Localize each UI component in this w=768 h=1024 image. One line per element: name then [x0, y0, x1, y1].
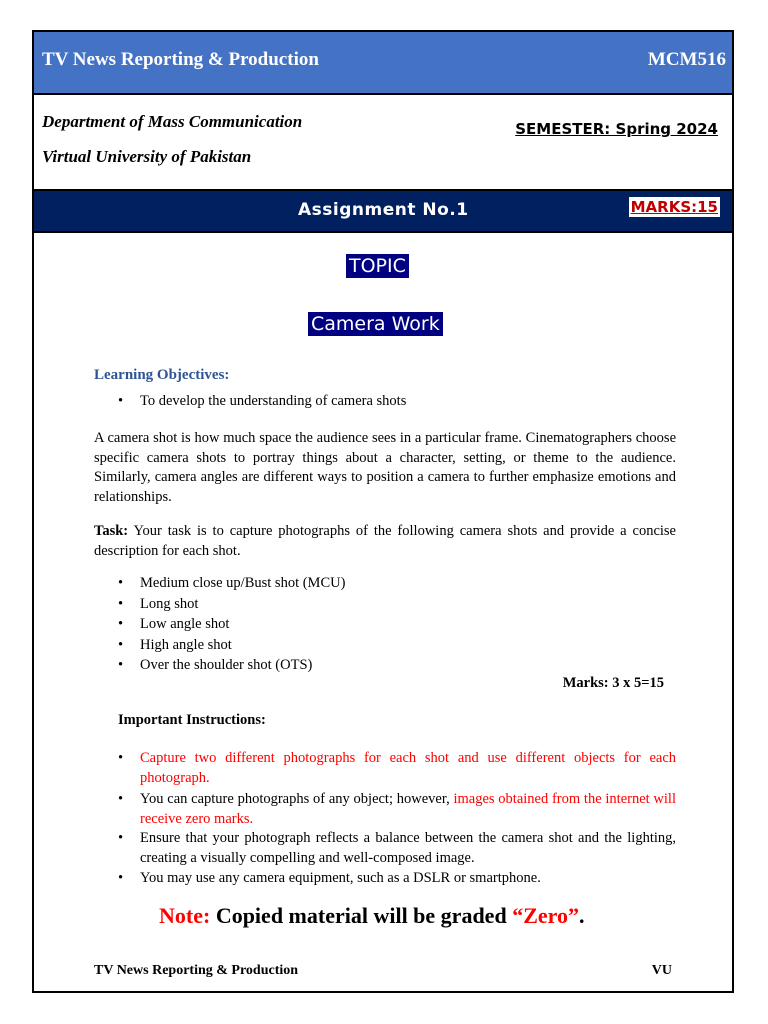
instruction-item: • You can capture photographs of any object; however, images obtained from the internet will receive zero marks.: [118, 791, 676, 827]
bullet-icon: •: [118, 830, 124, 846]
bullet-icon: •: [118, 393, 124, 409]
bullet-icon: •: [118, 596, 124, 612]
assignment-marks: MARKS:15: [630, 198, 718, 216]
course-title: TV News Reporting & Production: [42, 49, 319, 70]
instruction-item: • Ensure that your photograph reflects a balance between the camera shot and the lighting, creating a visually compelling and well-composed image.: [118, 830, 676, 866]
copy-note: Note: Copied material will be graded “Zero”.: [159, 903, 585, 928]
bullet-icon: •: [118, 657, 124, 673]
task-text: Your task is to capture photographs of the following camera shots and provide a concise description for each shot.: [94, 523, 676, 559]
objectives-heading: Learning Objectives:: [94, 367, 230, 383]
bullet-icon: •: [118, 870, 124, 886]
marks-breakdown: Marks: 3 x 5=15: [562, 675, 664, 691]
instructions-heading: Important Instructions:: [118, 712, 266, 728]
topic-label: TOPIC: [346, 254, 409, 278]
note-text: Copied material will be graded: [210, 903, 513, 928]
internet-warning: images obtained from the internet will receive zero marks.: [140, 791, 676, 827]
topic-title: Camera Work: [308, 312, 443, 336]
bullet-icon: •: [118, 791, 124, 807]
bullet-icon: •: [118, 575, 124, 591]
intro-paragraph: A camera shot is how much space the audience sees in a particular frame. Cinematographers choose specific camera shots to portray things about a character, setting, or theme to the audience. Similarly, camera angles are different ways to position a camera to further emphasize emotions and relationships.: [94, 430, 676, 505]
bullet-icon: •: [118, 616, 124, 632]
bullet-icon: •: [118, 637, 124, 653]
instruction-item: • Capture two different photographs for each shot and use different objects for each photograph.: [118, 750, 676, 786]
bullet-icon: •: [118, 750, 124, 766]
page-frame: TV News Reporting & Production MCM516 Department of Mass Communication Virtual University of Pakistan SEMESTER: Spring 2024 Assignment No.1 MARKS:15 TOPIC Camera Work Learning Objectives: • To develop the understanding of camera shots A camera shot is how much space the audience sees in a particular frame. Cinematographers choose specific camera shots to portray things about a character, setting, or theme to the audience. Similarly, camera angles are different ways to position a camera to further emphasize emotions and relationships. Task: Your task is to capture photographs of the following camera shots and provide a concise description for each shot. • Medium close up/Bust shot (MCU) • Long shot • Low angle shot • High angle shot • Over the shoulder shot (OTS) Marks: 3 x 5=15 Important Instructions: • Capture two different photographs for each shot and use different objects for each photograph. • You can capture photographs of any object; however, images obtained from the internet will receive zero marks. • Ensure that your photograph reflects a balance between the camera shot and the lighting, creating a visually compelling and well-composed image. • You may use any camera equipment, such as a DSLR or smartphone. Note: Copied material will be graded “Zero”. TV News Reporting & Production VU: [32, 30, 734, 993]
task-paragraph: [94, 522, 676, 561]
note-zero: “Zero”: [512, 903, 579, 928]
assignment-title: Assignment No.1: [298, 200, 469, 220]
footer-course: TV News Reporting & Production: [94, 963, 299, 978]
footer-vu: VU: [651, 963, 672, 978]
note-label: Note:: [159, 903, 211, 928]
course-header: [34, 32, 732, 95]
semester-label: SEMESTER: Spring 2024: [515, 120, 718, 138]
instruction-item: • You may use any camera equipment, such as a DSLR or smartphone.: [118, 869, 676, 889]
course-code: MCM516: [647, 49, 726, 70]
university-name: Virtual University of Pakistan: [42, 147, 252, 166]
task-label: Task:: [94, 523, 129, 539]
department-name: Department of Mass Communication: [42, 112, 303, 131]
assignment-bar: [34, 189, 732, 233]
